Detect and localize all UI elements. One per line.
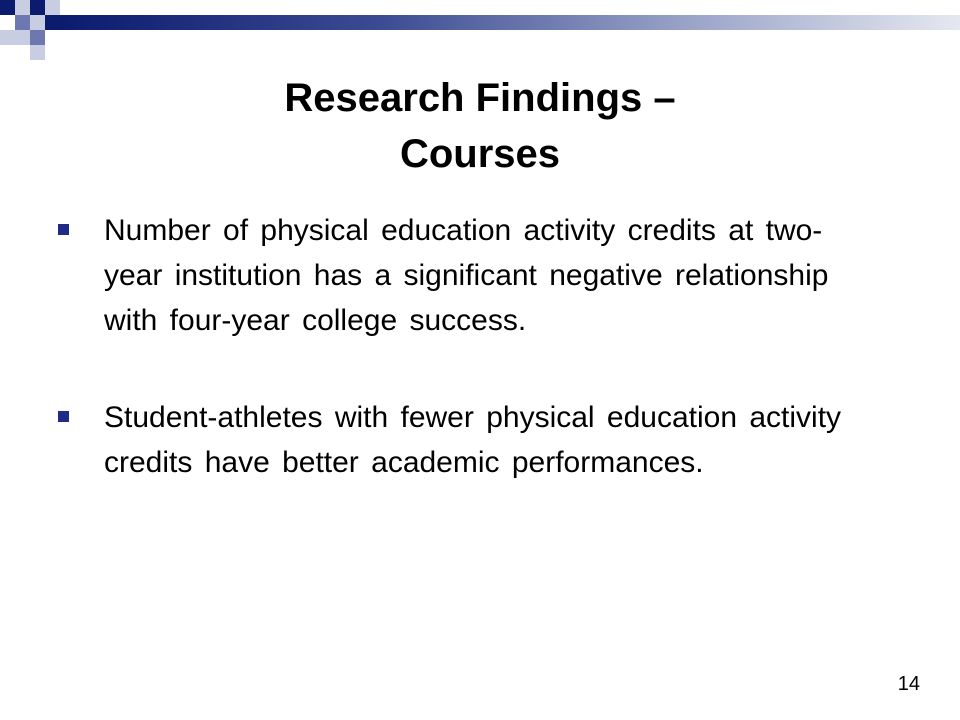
header-gradient-bar — [60, 15, 960, 30]
bullet-item — [0, 208, 960, 343]
corner-square — [0, 0, 15, 15]
slide-title — [0, 70, 960, 182]
corner-square — [30, 30, 45, 45]
corner-square — [0, 30, 15, 45]
corner-square — [15, 30, 30, 45]
slide-title-line-2: Courses — [399, 132, 561, 176]
slide-title-line-1: Research Findings – — [284, 76, 676, 120]
corner-square — [45, 15, 60, 30]
corner-square — [30, 15, 45, 30]
corner-square — [15, 15, 30, 30]
square-bullet-icon — [58, 411, 69, 422]
bullet-item — [0, 395, 960, 485]
page-number: 14 — [897, 673, 920, 695]
bullet-text: Student-athletes with fewer physical education activity credits have better academic performances. — [104, 401, 842, 479]
corner-square — [45, 0, 60, 15]
corner-square — [30, 45, 45, 60]
square-bullet-icon — [58, 224, 69, 235]
decorative-corner-squares — [0, 0, 80, 60]
corner-square — [15, 0, 30, 15]
bullet-list — [0, 208, 960, 485]
bullet-text: Number of physical education activity credits at two-year institution has a significant negative relationship with four-year college success. — [104, 214, 829, 337]
corner-square — [30, 0, 45, 15]
